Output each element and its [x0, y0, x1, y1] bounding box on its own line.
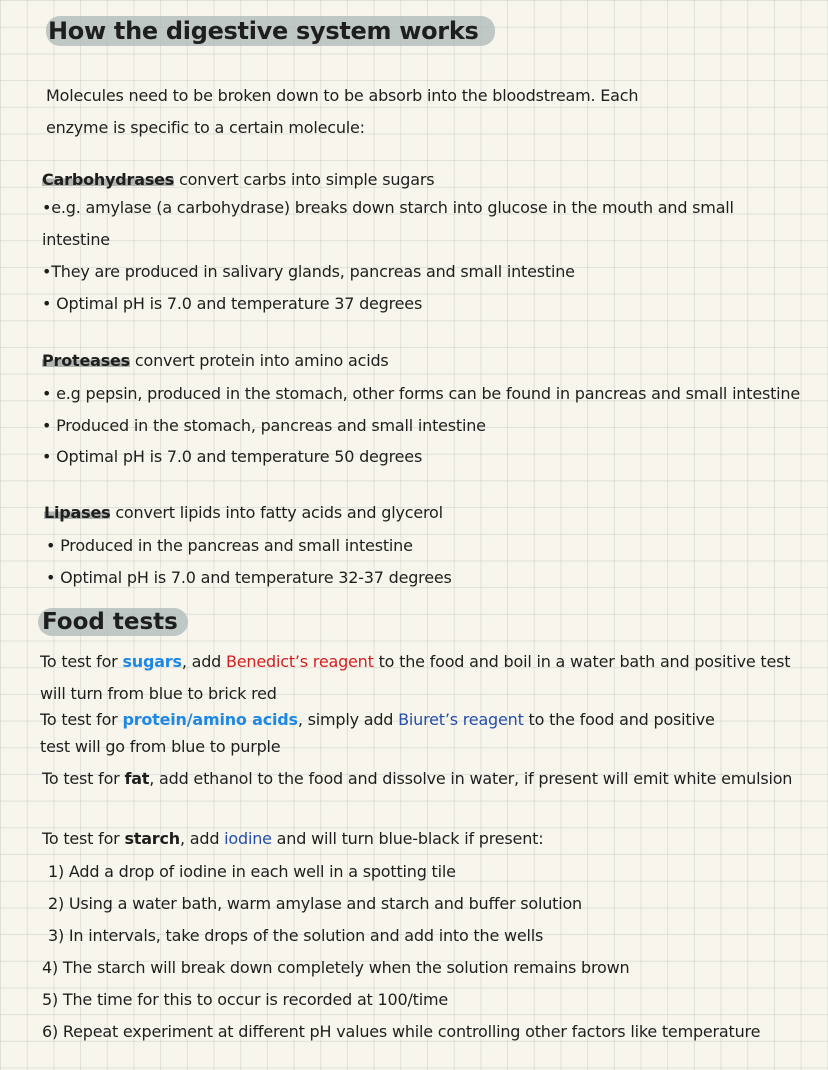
sugar-test-line-2: will turn from blue to brick red: [40, 684, 277, 703]
fat-test-line: [42, 769, 792, 789]
protein-keyword: protein/amino acids: [122, 710, 298, 729]
protein-test-line-2: test will go from blue to purple: [40, 737, 281, 756]
proteases-heading: [42, 351, 389, 371]
carbohydrases-bullet-1b: intestine: [42, 230, 110, 249]
iodine-keyword: iodine: [224, 829, 272, 848]
sugar-test-line-1: [40, 652, 790, 672]
starch-test-text-1: To test for: [42, 829, 125, 848]
protein-test-text-2: , simply add: [297, 710, 399, 729]
starch-keyword: starch: [124, 829, 180, 848]
fat-keyword: fat: [124, 769, 150, 788]
fat-test-text-1: To test for: [42, 769, 125, 788]
lipases-heading: [44, 503, 443, 523]
carbohydrases-heading: [42, 170, 434, 190]
page-title: How the digestive system works: [46, 16, 495, 46]
fat-test-text-2: , add ethanol to the food and dissolve in water, if present will emit white emulsion: [149, 769, 793, 788]
carbohydrases-bullet-2: •They are produced in salivary glands, pancreas and small intestine: [42, 262, 575, 281]
carbohydrases-term: Carbohydrases: [42, 170, 175, 189]
starch-step-3: 3) In intervals, take drops of the solution and add into the wells: [48, 926, 544, 945]
carbohydrases-definition: convert carbs into simple sugars: [174, 170, 435, 189]
intro-line-1: Molecules need to be broken down to be absorb into the bloodstream. Each: [46, 86, 639, 105]
lipases-bullet-1: • Produced in the pancreas and small intestine: [46, 536, 413, 555]
protein-test-line-1: [40, 710, 715, 730]
starch-test-text-2: , add: [179, 829, 225, 848]
biurets-reagent: Biuret’s reagent: [398, 710, 524, 729]
starch-step-4: 4) The starch will break down completely when the solution remains brown: [42, 958, 630, 977]
benedicts-reagent: Benedict’s reagent: [226, 652, 374, 671]
food-tests-heading-row: [38, 608, 188, 636]
lipases-term: Lipases: [44, 503, 111, 522]
page-title-row: [46, 16, 495, 46]
starch-test-line: [42, 829, 543, 849]
starch-step-5: 5) The time for this to occur is recorded at 100/time: [42, 990, 448, 1009]
carbohydrases-bullet-1a: •e.g. amylase (a carbohydrase) breaks down starch into glucose in the mouth and small: [42, 198, 734, 217]
food-tests-heading: Food tests: [38, 608, 188, 636]
starch-step-2: 2) Using a water bath, warm amylase and starch and buffer solution: [48, 894, 582, 913]
sugar-test-text-1: To test for: [40, 652, 123, 671]
proteases-bullet-1: • e.g pepsin, produced in the stomach, other forms can be found in pancreas and small intestine: [42, 384, 801, 403]
starch-test-text-3: and will turn blue-black if present:: [271, 829, 544, 848]
sugar-test-text-2: , add: [181, 652, 227, 671]
proteases-bullet-2: • Produced in the stomach, pancreas and small intestine: [42, 416, 486, 435]
protein-test-text-3: to the food and positive: [523, 710, 715, 729]
protein-test-text-1: To test for: [40, 710, 123, 729]
carbohydrases-bullet-3: • Optimal pH is 7.0 and temperature 37 degrees: [42, 294, 423, 313]
lipases-bullet-2: • Optimal pH is 7.0 and temperature 32-37 degrees: [46, 568, 452, 587]
proteases-bullet-3: • Optimal pH is 7.0 and temperature 50 degrees: [42, 447, 423, 466]
sugar-keyword: sugars: [122, 652, 182, 671]
proteases-term: Proteases: [42, 351, 131, 370]
proteases-definition: convert protein into amino acids: [130, 351, 389, 370]
intro-line-2: enzyme is specific to a certain molecule:: [46, 118, 365, 137]
lipases-definition: convert lipids into fatty acids and glycerol: [110, 503, 443, 522]
starch-step-1: 1) Add a drop of iodine in each well in a spotting tile: [48, 862, 456, 881]
starch-step-6: 6) Repeat experiment at different pH values while controlling other factors like temperature: [42, 1022, 761, 1041]
sugar-test-text-3: to the food and boil in a water bath and positive test: [373, 652, 791, 671]
